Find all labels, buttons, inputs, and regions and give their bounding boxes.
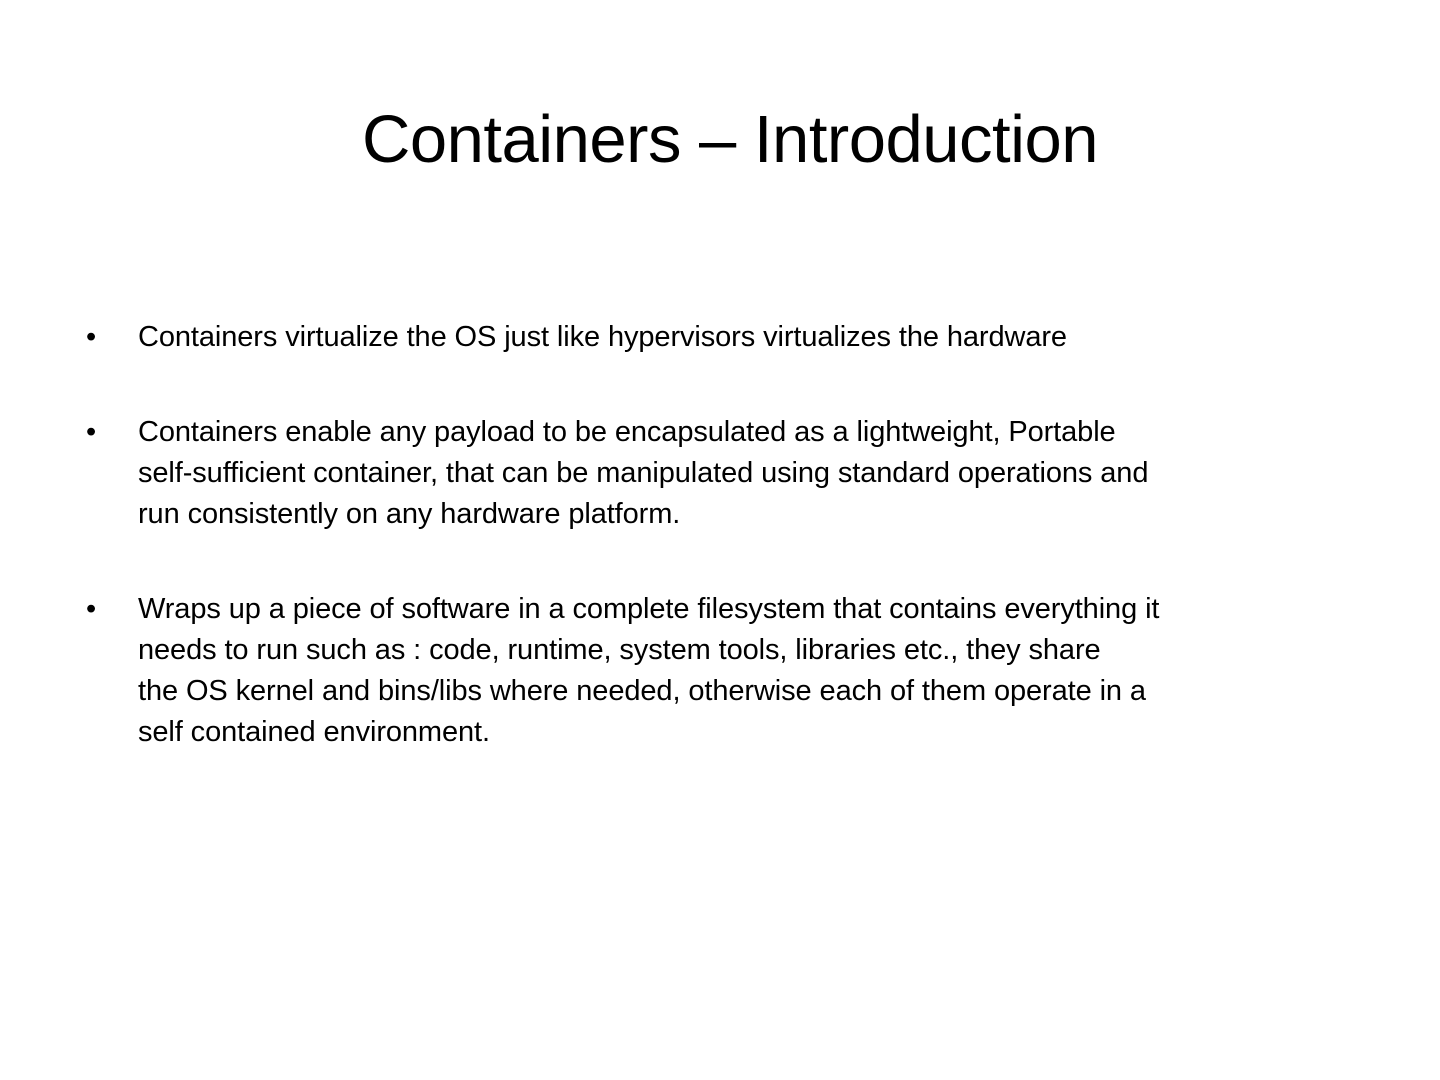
list-item [86,317,1376,358]
bullet-icon: • [86,416,97,448]
bullet-icon: • [86,321,97,353]
bullet-list [86,317,1376,807]
slide-title: Containers – Introduction [361,102,1099,177]
bullet-text: Containers virtualize the OS just like hypervisors virtualizes the hardware [138,321,1067,353]
bullet-text: Containers enable any payload to be encapsulated as a lightweight, Portable self-sufficient container, that can be manipulated using standard operations and run consistently on any hardware platform. [138,416,1149,530]
bullet-icon: • [86,593,97,625]
bullet-text: Wraps up a piece of software in a complete filesystem that contains everything it needs to run such as : code, runtime, system tools, libraries etc., they share the OS kernel and bins/libs where needed, otherwise each of them operate in a self contained environment. [138,593,1160,748]
list-item [86,412,1376,535]
list-item [86,589,1376,753]
